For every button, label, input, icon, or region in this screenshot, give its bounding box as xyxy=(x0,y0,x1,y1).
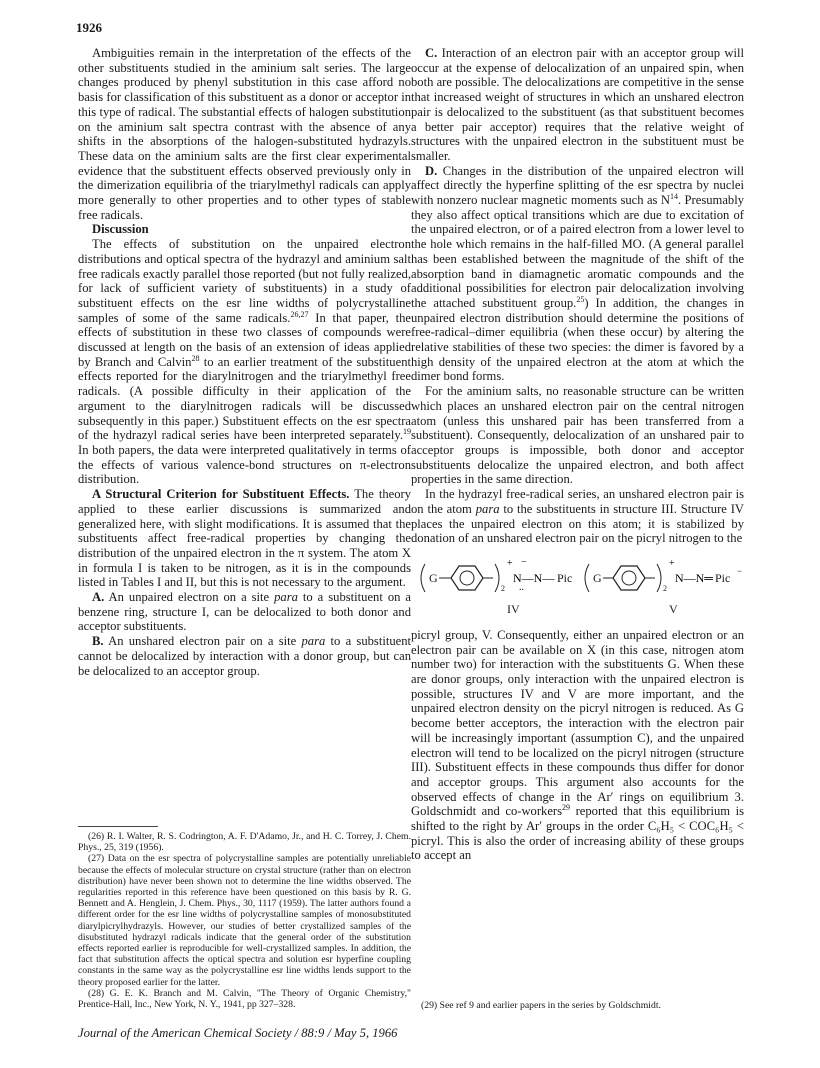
page-number: 1926 xyxy=(76,20,102,35)
paragraph-assumption-b: B. An unshared electron pair on a site para to a substituent cannot be delocalized by interaction with a donor group, but can be delocalized to an acceptor group. xyxy=(78,634,411,678)
paragraph-assumption-c: C. Interaction of an electron pair with an acceptor group will occur at the expense of delocalization of an unpaired spin, when both are possible. The delocalizations are competitive in the sense that increased weight of structures in which an unshared electron pair is delocalized to the substituent (as that substituent becomes a better pair acceptor) requires that the relative weight of structures with the unpaired electron in the substituent must be smaller. xyxy=(411,46,744,163)
footnote-rule xyxy=(78,826,158,827)
svg-text:+: + xyxy=(669,557,675,569)
svg-text:N—N—: N—N— xyxy=(513,570,555,585)
structures-iv-v xyxy=(411,554,744,620)
paragraph-discussion: The effects of substitution on the unpaired electron distributions and optical spectra of the hydrazyl and aminium salt free radicals exactly parallel those reported (but not fully realized, for lack of sufficient variety of substituents) in a study of substituent effects on the esr line widths of polycrystalline samples of some of the same radicals.$^{26,27}$ In that paper, the effects of substitution in these two classes of compounds were discussed at length on the basis of an extension of ideas applied by Branch and Calvin$^{28}$ to an earlier treatment of the substituent effects reported for the diarylnitrogen and the triarylmethyl free radicals. (A possible difficulty in their application of the argument to the diarylnitrogen radicals will be discussed subsequently in this paper.) Substituent effects on the esr spectra of the hydrazyl radical series have been interpreted separately.$^{19}$ In both papers, the data were interpreted qualitatively in terms of the effects of various valence-bond structures on π-electron distribution. xyxy=(78,237,411,487)
svg-text:−: − xyxy=(737,565,743,576)
right-column xyxy=(411,46,744,863)
structure-v-pic: Pic xyxy=(715,570,731,585)
svg-text:N—N═: N—N═ xyxy=(675,570,713,585)
footnote-28: (28) G. E. K. Branch and M. Calvin, "The Theory of Organic Chemistry," Prentice-Hall, Inc., New York, N. Y., 1941, pp 327–328. xyxy=(78,987,411,1011)
svg-text:−: − xyxy=(521,556,527,568)
footnotes-left xyxy=(78,826,411,1010)
footnotes-right xyxy=(411,1000,744,1011)
svg-text:+: + xyxy=(507,557,513,569)
paragraph-intro: Ambiguities remain in the interpretation of the effects of the other substituents studied in the aminium salt series. The large changes produced by phenyl substitution in this case afford no basis for classification of this substituent as a donor or acceptor in this type of radical. The substantial effects of halogen substitution on the aminium salt spectra contrast with the absence of any shifts in the absorptions of the halogen-substituted hydrazyls. These data on the aminium salts are the first clear experimental evidence that the substituent effects observed previously only in the dimerization equilibria of the triarylmethyl radicals can apply more generally to other properties and to other types of stable free radicals. xyxy=(78,46,411,222)
paragraph-assumption-a: A. An unpaired electron on a site para to a substituent on a benzene ring, structure I, can be delocalized to both donor and acceptor substituents. xyxy=(78,590,411,634)
paragraph-hydrazyl: In the hydrazyl free-radical series, an unshared electron pair is on the atom para to the substituents in structure III. Structure IV places the unpaired electron on this atom; it is stabilized by donation of an unshared electron pair on the picryl nitrogen to the xyxy=(411,487,744,546)
left-column xyxy=(78,46,411,678)
structure-iv-pic: Pic xyxy=(557,570,573,585)
paragraph-picryl: picryl group, V. Consequently, either an unpaired electron or an electron pair can be available on X (in this case, nitrogen atom number two) for interaction with the substituents G. When these are donor groups, only interaction with the unpaired electron is possible, structures IV and V are more important, and the unpaired electron density on the picryl nitrogen is reduced. As G become better acceptors, the interaction with the electron pair will be increasingly important (assumption C), and the unpaired electron will tend to be localized on the picryl nitrogen (structure III). Substituent effects in these compounds thus differ for donor and acceptor groups. This argument also accounts for the observed effects of change in the Ar′ rings on equilibrium 3. Goldschmidt and co-workers$^{29}$ reported that this equilibrium is shifted to the right by Ar′ groups in the order C₆H₅ < COC₆H₅ < picryl. This is also the order of increasing ability of these groups to accept an xyxy=(411,627,744,863)
footnote-29: (29) See ref 9 and earlier papers in the series by Goldschmidt. xyxy=(421,1000,661,1011)
paragraph-aminium: For the aminium salts, no reasonable structure can be written which places an unshared electron pair on the central nitrogen atom (unless this unshared pair has been transferred from a substituent). Consequently, delocalization of an unshared pair to acceptor groups is impossible, both donor and acceptor substituents delocalize the unpaired electron, and both affect properties in the same direction. xyxy=(411,384,744,487)
structure-v-g: G xyxy=(593,570,602,585)
structure-iv-label: IV xyxy=(507,601,520,616)
discussion-heading: Discussion xyxy=(92,222,149,237)
structure-iv-g: G xyxy=(429,570,438,585)
paragraph-assumption-d: D. Changes in the distribution of the unpaired electron will affect directly the hyperfine splitting of the esr spectra by nuclei with nonzero nuclear magnetic moments such as $N^{14}$. Presumably they also affect optical transitions which are due to excitation of the unpaired electron, or of a paired electron from a lower level to the hole which remains in the half-filled MO. (A general parallel has been established between the magnitude of the shift of the absorption band in diamagnetic aromatic compounds and the additional possibilities for electron pair delocalization involving the attached substituent group.$^{25}$) In addition, the changes in unpaired electron distribution should determine the positions of free-radical–dimer equilibria (when these occur) by altering the relative stabilities of these two species: the dimer is favored by a high density of the unpaired electron at the atom at which the dimer bond forms. xyxy=(411,163,745,384)
footnote-27: (27) Data on the esr spectra of polycrystalline samples are potentially unreliable because the effects of molecular structure on crystal structure (rather than on electron distribution) have never been shown not to determine the line widths observed. The regularities reported in this reference have been questioned on this basis by R. G. Bennett and A. Henglein, J. Chem. Phys., 30, 1117 (1959). The latter authors found a different order for the esr line widths of polycrystalline samples of monosubstituted diarylpicrylhydrazyls. However, our studies of better crystallized samples of the disubstituted hydrazyl radicals indicate that the general order of the substitution effects reported earlier is reproducible for well-crystallized samples. In addition, the fact that substitution affects the optical spectra and solution esr hyperfine coupling constants in the same way as the polycrystalline esr line widths lends support to the theory proposed earlier for the latter. xyxy=(78,853,411,988)
svg-text:..: .. xyxy=(519,581,524,593)
structure-drawing xyxy=(411,554,744,620)
structure-iv-subscript: 2 xyxy=(501,583,505,593)
paragraph-structural-criterion: A Structural Criterion for Substituent Effects. The theory applied to these earlier discussions is summarized and generalized here, with slight modifications. It is assumed that the substituents affect free-radical properties by changing the distribution of the unpaired electron in the π system. The atom X in formula I is taken to be nitrogen, as it is in the compounds listed in Tables I and II, but this is not necessary to the argument. xyxy=(78,487,411,590)
footnote-26: (26) R. I. Walter, R. S. Codrington, A. F. D'Adamo, Jr., and H. C. Torrey, J. Chem. Phys., 25, 319 (1956). xyxy=(78,831,411,854)
structure-v-label: V xyxy=(669,601,678,616)
structure-v-subscript: 2 xyxy=(663,583,667,593)
journal-footer: Journal of the American Chemical Society / 88:9 / May 5, 1966 xyxy=(78,1026,398,1040)
